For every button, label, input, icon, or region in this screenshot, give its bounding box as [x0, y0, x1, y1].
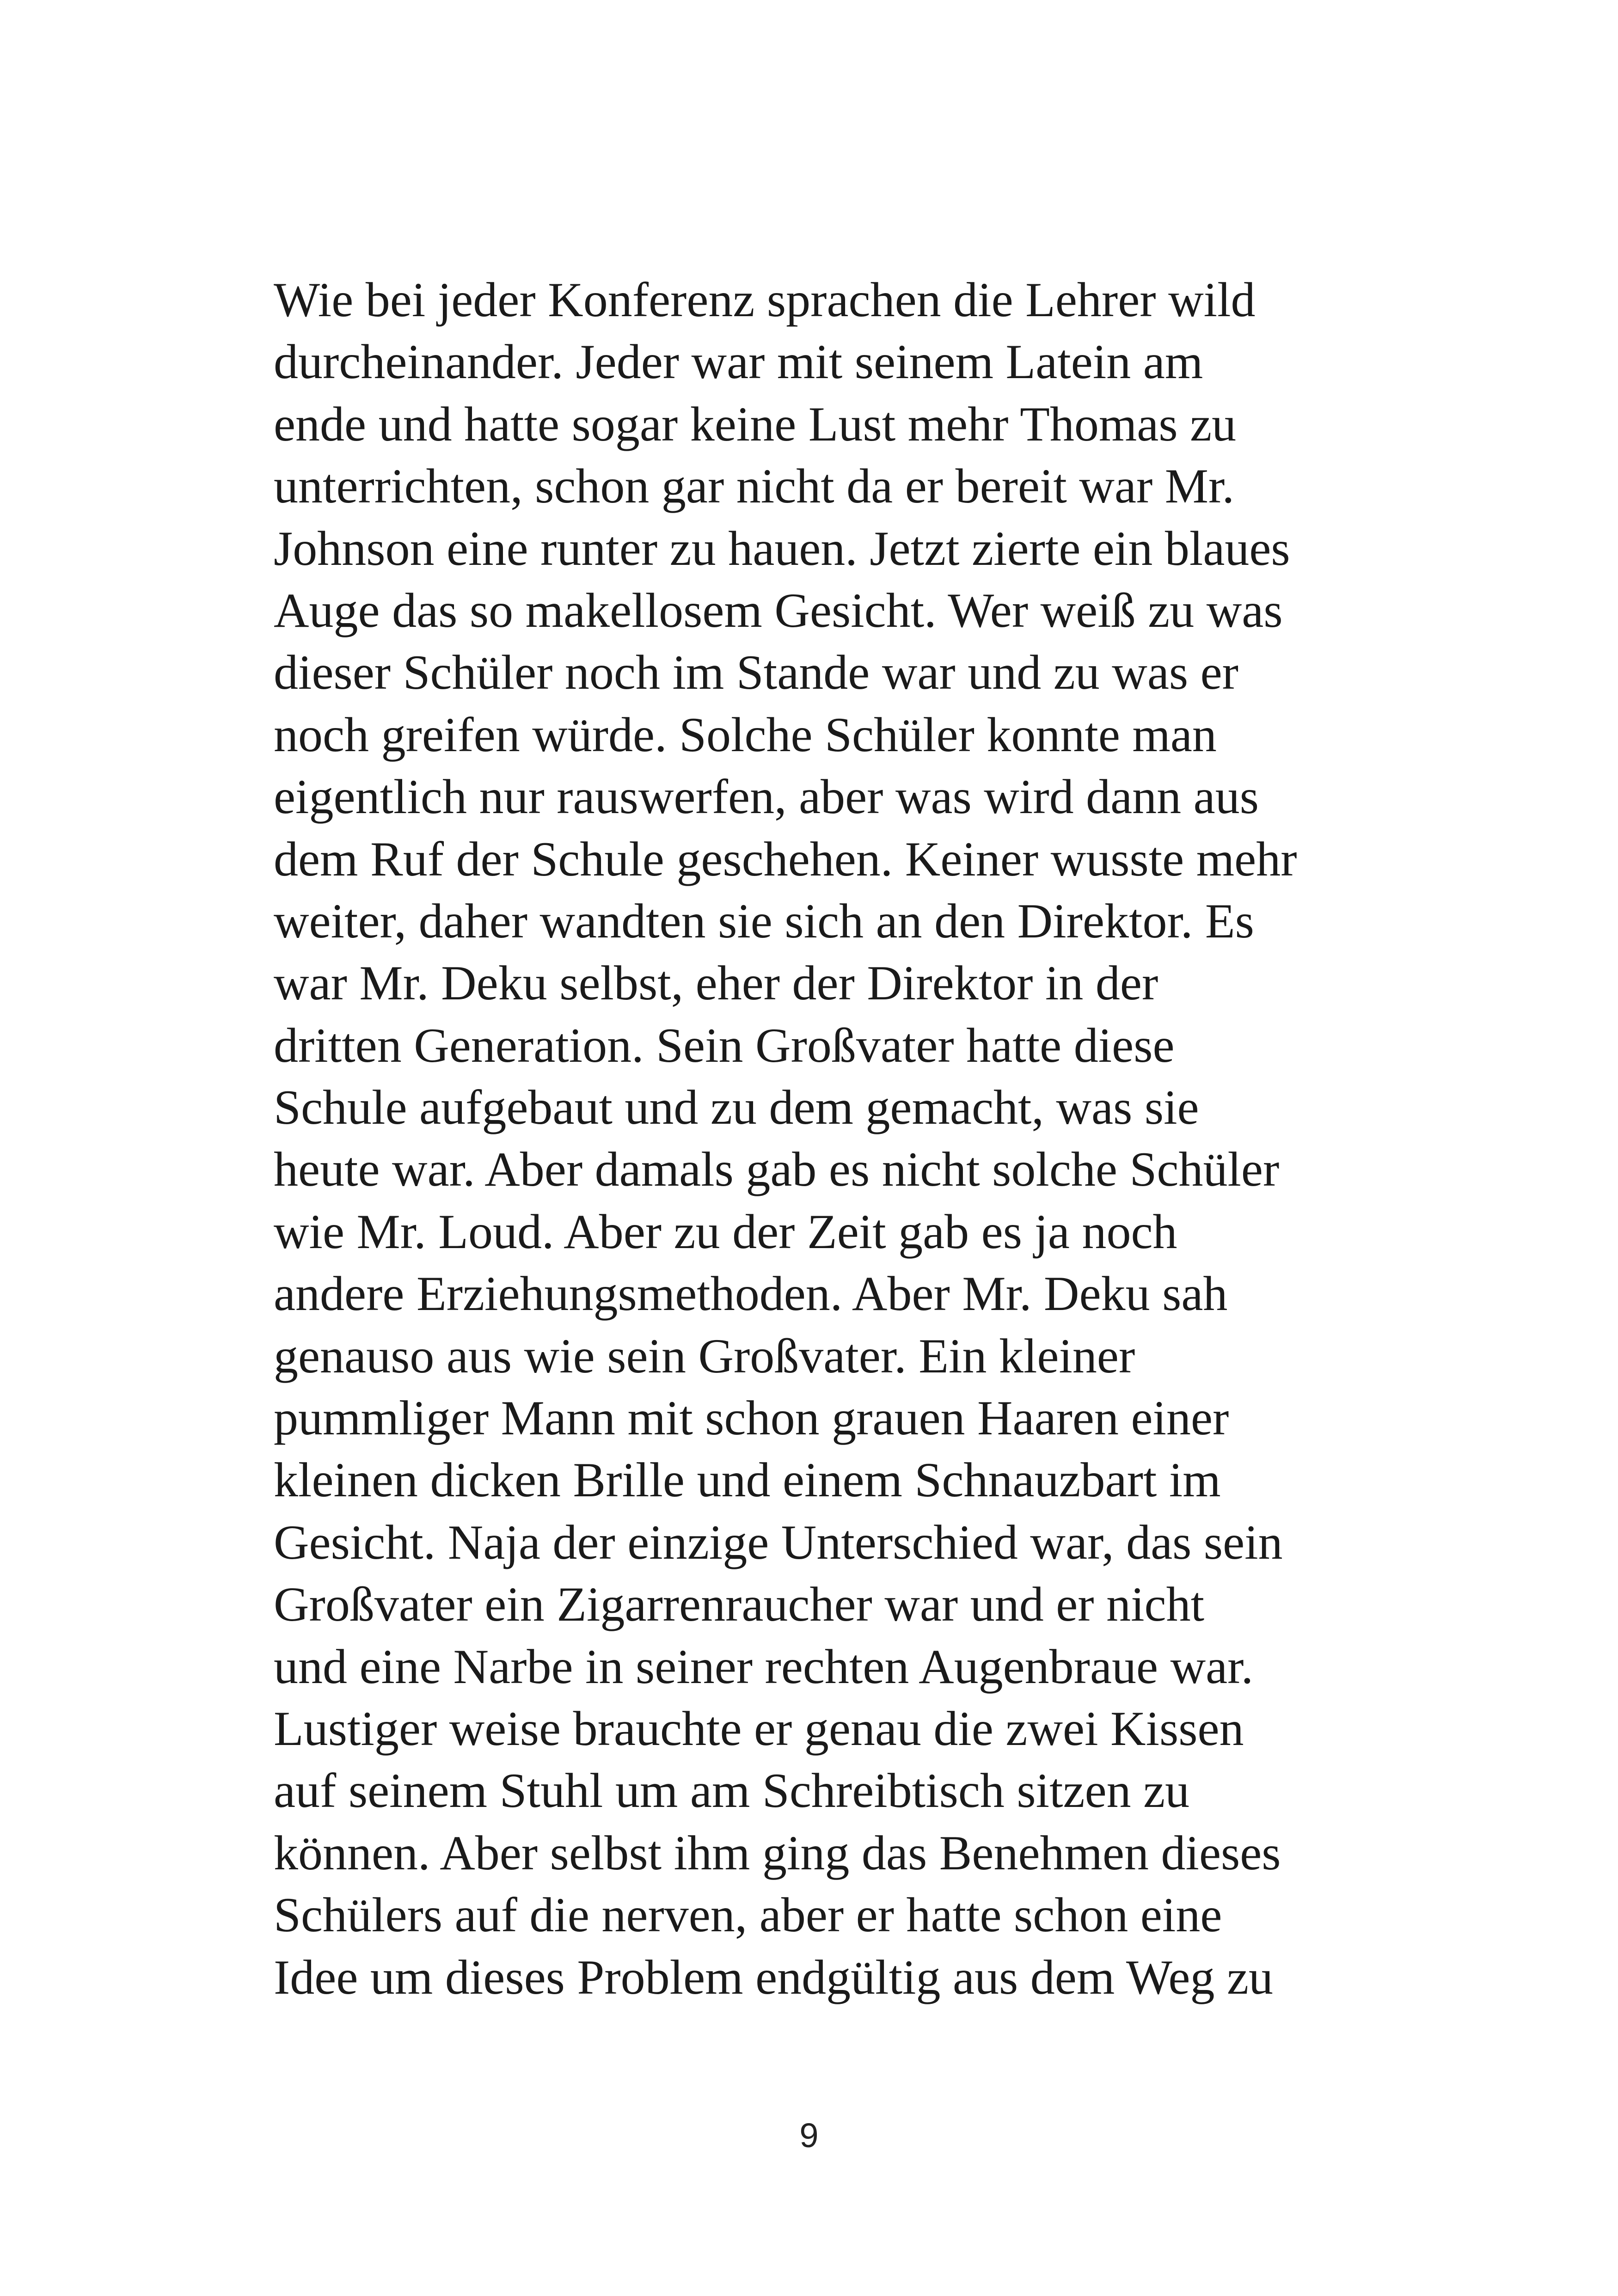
text-line: Großvater ein Zigarrenraucher war und er nicht [274, 1577, 1205, 1632]
text-line: andere Erziehungsmethoden. Aber Mr. Deku sah [274, 1267, 1228, 1321]
body-text [274, 269, 1392, 2008]
text-line: ende und hatte sogar keine Lust mehr Thomas zu [274, 397, 1237, 451]
text-line: war Mr. Deku selbst, eher der Direktor in der [274, 956, 1158, 1010]
text-line: durcheinander. Jeder war mit seinem Latein am [274, 335, 1203, 389]
text-line: und eine Narbe in seiner rechten Augenbraue war. [274, 1639, 1254, 1694]
text-line: dem Ruf der Schule geschehen. Keiner wusste mehr [274, 832, 1297, 886]
text-line: weiter, daher wandten sie sich an den Direktor. Es [274, 894, 1254, 948]
text-line: Lustiger weise brauchte er genau die zwei Kissen [274, 1701, 1244, 1756]
text-line: können. Aber selbst ihm ging das Benehmen dieses [274, 1825, 1281, 1880]
text-line: pummliger Mann mit schon grauen Haaren einer [274, 1391, 1229, 1445]
text-line: wie Mr. Loud. Aber zu der Zeit gab es ja noch [274, 1204, 1177, 1259]
text-line: Johnson eine runter zu hauen. Jetzt zierte ein blaues [274, 521, 1290, 576]
text-line: dritten Generation. Sein Großvater hatte diese [274, 1018, 1175, 1072]
text-line: heute war. Aber damals gab es nicht solche Schüler [274, 1142, 1280, 1197]
text-line: Idee um dieses Problem endgültig aus dem Weg zu [274, 1950, 1274, 2004]
text-line: Gesicht. Naja der einzige Unterschied war, das sein [274, 1515, 1283, 1569]
page-number: 9 [799, 2116, 819, 2155]
text-line: unterrichten, schon gar nicht da er bereit war Mr. [274, 459, 1234, 514]
text-line: Wie bei jeder Konferenz sprachen die Lehrer wild [274, 273, 1256, 327]
text-line: Auge das so makellosem Gesicht. Wer weiß zu was [274, 583, 1283, 637]
text-line: kleinen dicken Brille und einem Schnauzbart im [274, 1453, 1221, 1507]
text-line: dieser Schüler noch im Stande war und zu was er [274, 645, 1238, 700]
text-line: noch greifen würde. Solche Schüler konnte man [274, 707, 1217, 762]
text-line: auf seinem Stuhl um am Schreibtisch sitzen zu [274, 1763, 1190, 1818]
text-line: genauso aus wie sein Großvater. Ein kleiner [274, 1329, 1135, 1383]
text-line: Schülers auf die nerven, aber er hatte schon eine [274, 1888, 1222, 1942]
text-line: Schule aufgebaut und zu dem gemacht, was sie [274, 1080, 1199, 1135]
text-line: eigentlich nur rauswerfen, aber was wird dann aus [274, 770, 1259, 824]
